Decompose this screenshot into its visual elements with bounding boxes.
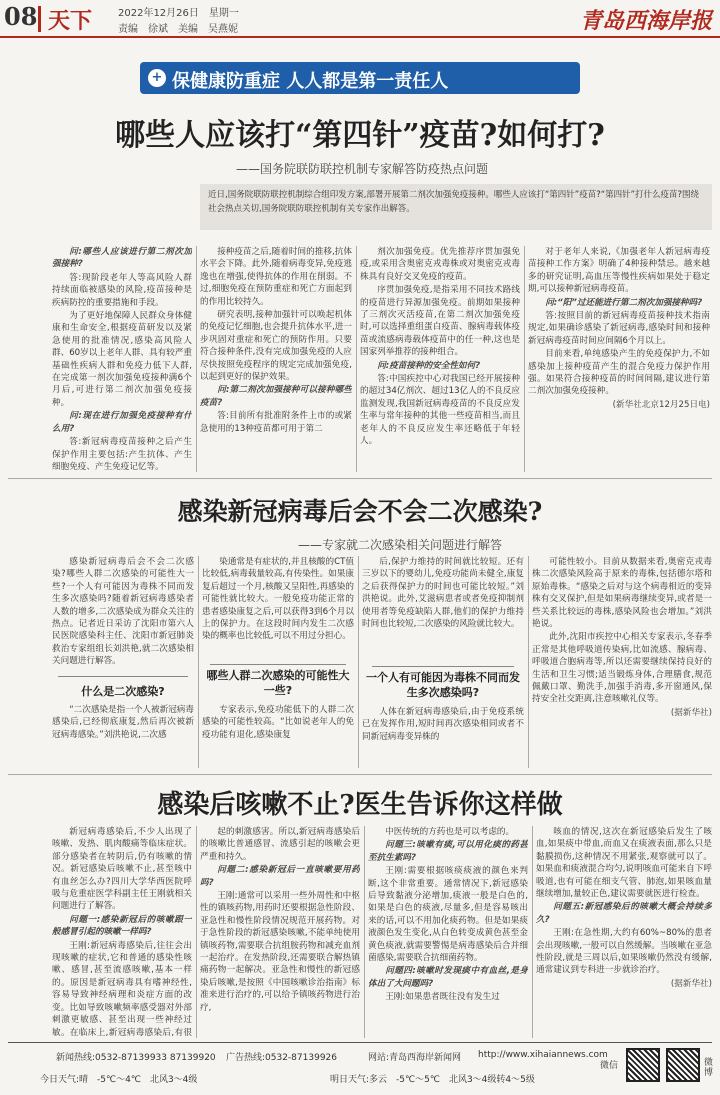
paragraph: 染通常是有症状的,并且核酸的CT值比较低,病毒载量较高,有传染性。如果康复后超过一个月,核酸又呈阳性,再感染的可能性就比较大。一般免疫功能正常的患者感染康复之后,可以获得3到6个月以上的保护力。在这段时间内发生二次感染的概率也比较低,可以不用过分担心。 <box>202 557 354 642</box>
article1-headline: 哪些人应该打“第四针”疫苗?如何打? <box>115 118 605 153</box>
question-line: 问题一:感染新冠后的咳嗽跟一般感冒引起的咳嗽一样吗? <box>52 914 192 938</box>
article1-intro: 近日,国务院联防联控机制综合组印发方案,部署开展第二剂次加强免疫接种。哪些人应该打“第四针”疫苗?“第四针”打什么疫苗?围绕社会热点关切,国务院联防联控机制有关专家作出解答。 <box>200 184 712 230</box>
question-line: 问题三:咳嗽有痰,可以用化痰的药甚至抗生素吗? <box>368 840 528 863</box>
column-divider <box>364 826 365 1038</box>
paragraph: 答:按照目前的新冠病毒疫苗接种技术指南规定,如果确诊感染了新冠病毒,感染时间和接种新冠病毒疫苗时间应间隔6个月以上。 <box>528 311 710 346</box>
article2-subhead-c: 一个人有可能因为毒株不同而发生多次感染吗? <box>366 671 520 699</box>
newspaper-logo: 青岛西海岸报 <box>579 8 712 34</box>
subhead-rule <box>210 664 346 665</box>
paragraph: 此外,沈阳市疾控中心相关专家表示,冬春季正常是其他呼吸道传染病,比如流感、腺病毒、呼吸道合胞病毒等,所以还需要继续保持良好的生活和卫生习惯;适当锻炼身体,合理膳食,规范佩戴口罩、勤洗手,加强手消毒,多开窗通风,保持安全社交距离,注意咳嗽礼仪等。 <box>532 632 712 705</box>
column-divider <box>356 246 357 472</box>
article2-subhead-a: 什么是二次感染? <box>81 685 165 698</box>
paragraph: “二次感染是指一个人被新冠病毒感染后,已经彻底康复,然后再次被新冠病毒感染。”刘洪艳说,二次感 <box>52 705 194 740</box>
question-line: 问:哪些人应该进行第二剂次加强接种? <box>52 247 192 270</box>
article2-column-3b <box>362 706 524 766</box>
question-line: 问题五:新冠感染后的咳嗽大概会持续多久? <box>536 902 712 925</box>
issue-date: 2022年12月26日 星期一 <box>118 8 239 19</box>
section-title: 天下 <box>48 9 93 34</box>
editors: 责编 徐斌 美编 吴燕妮 <box>118 24 238 35</box>
source-credit: (据新华社) <box>670 978 712 989</box>
paragraph: 咳血的情况,这次在新冠感染后发生了咳血,如果痰中带血,而血又在痰液表面,那么只是黏膜损伤,这种情况不用紧张,观察就可以了。如果血和痰液混合均匀,说明咳血可能来自下呼吸道,也有可能在细支气管、肺泡,如果咳血量继续增加,量较正色,建议需要就医进行检查。 <box>536 827 712 900</box>
article2-column-2 <box>202 556 354 654</box>
column-divider <box>524 246 525 472</box>
article1-column-1 <box>52 246 192 470</box>
column-divider <box>528 556 529 768</box>
paragraph: 王刚:需要根据咳痰痰液的颜色来判断,这个非常重要。通常情况下,新冠感染后导致黏液分泌增加,痰液一般是白色的,如果是白色的痰液,尽量多,但是容易咳出来的话,可以不用加化痰药物。但是如果痰液颜色发生变化,从白色转变成黄色甚至金黄色痰液,就需要警惕是病毒感染后合并细菌感染,需要联合抗细菌药物。 <box>368 866 528 964</box>
article2-column-1 <box>52 556 194 668</box>
paragraph: 答:中国疾控中心对我国已经开展接种的超过34亿剂次、超过13亿人的不良反应监测发现,我国新冠病毒疫苗的不良反应发生率与常年接种的其他一些疫苗相当,而且老年人的不良反应发生率还略低于年轻人。 <box>360 374 520 447</box>
paragraph: 人体在新冠病毒感染后,由于免疫系统已在发挥作用,短时间再次感染相同或者不同新冠病毒变异株的 <box>362 707 524 742</box>
question-line: 问题四:咳嗽时发现痰中有血丝,是身体出了大问题吗? <box>368 966 528 989</box>
question-line: 问:“阳”过还能进行第二剂次加强接种吗? <box>545 297 703 308</box>
ad-hotline: 广告热线:0532-87139926 <box>226 1053 337 1063</box>
article1-subtitle: ——国务院联防联控机制专家解答防疫热点问题 <box>236 162 489 176</box>
article3-column-4 <box>536 826 712 1038</box>
page-header <box>0 0 720 38</box>
question-line: 问:疫苗接种的安全性如何? <box>377 360 481 371</box>
paragraph: 为了更好地保障人民群众身体健康和生命安全,根据疫苗研发以及紧急使用的批准情况,感染高风险人群、60岁以上老年人群、具有较严重基础性疾病人群和免疫力低下人群,在完成第一剂次加强免疫接种满6个月后,可进行第二剂次加强免疫接种。 <box>52 311 192 408</box>
source-credit: (新华社北京12月25日电) <box>612 399 710 410</box>
paragraph: 新冠病毒感染后,不少人出现了咳嗽、发热、肌肉酸痛等临床症状。部分感染者在转阴后,仍有咳嗽的情况。新冠感染后咳嗽不止,甚至咳中有血丝怎么办?四川大学华西医院呼吸与危重症医学科副主任王刚就相关问题进行了解答。 <box>52 827 192 912</box>
website-name: 网站:青岛西海岸新闻网 <box>368 1053 462 1063</box>
article3-column-1 <box>52 826 192 1038</box>
section-divider <box>8 478 712 479</box>
paragraph: 目前来看,单纯感染产生的免疫保护力,不如感染加上接种疫苗产生的混合免疫力保护作用强。如果符合接种疫苗的时间间隔,建议进行第二剂次加强免疫接种。 <box>528 349 710 397</box>
article3-headline: 感染后咳嗽不止?医生告诉你这样做 <box>157 790 563 820</box>
footer-rule <box>8 1042 712 1043</box>
paragraph: 可能性较小。目前从数据来看,奥密克戎毒株二次感染风险高于原来的毒株,包括德尔塔和原始毒株。“感染之后对与这个病毒相近的变异株有交叉保护,但是如果病毒继续变异,或者是一些关系比较远的毒株,感染风险也会增加。”刘洪艳说。 <box>532 557 712 630</box>
question-line: 问题二:感染新冠后一直咳嗽要用药吗? <box>200 865 360 888</box>
website-url[interactable] <box>478 1050 608 1060</box>
page-number: 08 <box>4 2 38 31</box>
subhead-rule <box>58 676 188 677</box>
article2-column-4 <box>532 556 712 768</box>
section-divider <box>8 774 712 775</box>
today-weather: 今日天气:晴 -5℃～4℃ 北风3～4级 <box>40 1075 198 1085</box>
column-divider <box>196 826 197 1038</box>
column-divider <box>196 246 197 472</box>
banner-text: 保健康防重症 人人都是第一责任人 <box>172 71 449 92</box>
column-divider <box>198 556 199 768</box>
paragraph: 王刚:新冠病毒感染后,往往会出现咳嗽的症状,它和普通的感染性咳嗽、感冒,甚至流感咳嗽,基本一样的。原因是新冠病毒具有嗜神经性,容易导致神经病理和炎症方面的改变。比如导致咳嗽频率感受器对外部刺激更敏感、甚至出现一些神经过敏。在临床上,新冠病毒感染后,有很 <box>52 940 192 1038</box>
column-divider <box>358 556 359 768</box>
paragraph: 答:目前所有批准附条件上市的或紧急使用的13种疫苗都可用于第二 <box>200 411 352 434</box>
website-link[interactable]: http://www.xihaiannews.com <box>478 1050 608 1060</box>
paragraph: 王刚:如果患者既往没有发生过 <box>385 992 500 1003</box>
question-line: 问:第二剂次加强接种可以接种哪些疫苗? <box>200 385 352 408</box>
header-divider <box>38 6 41 32</box>
article2-column-1b <box>52 704 194 766</box>
article3-column-3 <box>368 826 528 1038</box>
article2-column-3 <box>362 556 524 666</box>
article1-column-4 <box>528 246 710 470</box>
paragraph: 后,保护力维持的时间就比较短。还有三岁以下的婴幼儿,免疫功能尚未健全,康复之后获得保护力的时间也可能比较短。”刘洪艳说。此外,艾滋病患者或者免疫抑制剂使用者等免疫缺陷人群,他们的保护力维持时间也比较短,二次感染的风险就比较大。 <box>362 557 524 630</box>
paragraph: 王刚:通常可以采用一些外周性和中枢性的镇咳药物,用药时还要根据急性阶段、亚急性和慢性阶段情况规范开展药物。对于急性阶段的新冠感染咳嗽,不能单纯使用镇咳药物,需要联合抗组胺药物和减充血剂一起治疗。在发热阶段,还需要联合解热镇痛药物一起解决。亚急性和慢性的新冠感染后咳嗽,是按照《中国咳嗽诊治指南》标准来进行治疗的,可以给予镇咳药物进行治疗, <box>200 891 360 1013</box>
paragraph: 专家表示,免疫功能低下的人群二次感染的可能性较高。“比如说老年人的免疫功能有退化,感染康复 <box>202 705 354 740</box>
tomorrow-weather: 明日天气:多云 -5℃～5℃ 北风3～4级转4～5级 <box>330 1075 535 1085</box>
paragraph: 序贯加强免疫,是指采用不同技术路线的疫苗进行异源加强免疫。前期如果接种了三剂次灭活疫苗,在第二剂次加强免疫时,可以选择重组蛋白疫苗、腺病毒载体疫苗或流感病毒载体疫苗中的任一种,这也是国家列举推荐的接种组合。 <box>360 285 520 358</box>
paragraph: 对于老年人来说,《加强老年人新冠病毒疫苗接种工作方案》明确了4种接种禁忌。越来越多的研究证明,高血压等慢性疾病如果处于稳定期,可以接种新冠病毒疫苗。 <box>528 247 710 295</box>
paragraph: 中医传统的方药也是可以考虑的。 <box>385 827 515 837</box>
article2-headline: 感染新冠病毒后会不会二次感染? <box>177 497 543 526</box>
shield-icon: + <box>148 69 166 87</box>
paragraph: 起的刺激感害。所以,新冠病毒感染后的咳嗽比普通感冒、流感引起的咳嗽会更严重和持久。 <box>200 827 360 862</box>
paragraph: 王刚:在急性期,大约有60%~80%的患者会出现咳嗽,一般可以自然缓解。当咳嗽在亚急性阶段,就是三周以后,如果咳嗽仍然没有缓解,通常建议到专科进一步就诊治疗。 <box>536 928 712 976</box>
article1-column-3 <box>360 246 520 470</box>
question-line: 问:现在进行加强免疫接种有什么用? <box>52 411 192 434</box>
article2-subhead-b: 哪些人群二次感染的可能性大一些? <box>206 669 350 697</box>
article2-column-2b <box>202 704 354 766</box>
column-divider <box>532 826 533 1038</box>
subhead-rule <box>372 666 514 667</box>
paragraph: 答:现阶段老年人等高风险人群持续面临被感染的风险,疫苗接种是疾病防控的重要措施和手段。 <box>52 272 192 308</box>
weibo-qr-icon[interactable] <box>666 1048 700 1082</box>
weibo-label: 微博 <box>704 1058 714 1078</box>
paragraph: 研究表明,接种加强针可以唤起机体的免疫记忆细胞,也会提升抗体水平,进一步巩固对重症和死亡的预防作用。只要符合接种条件,没有完成加强免疫的人应尽快按照免疫程序的规定完成加强免疫,以起到更好的保护效果。 <box>200 310 352 383</box>
news-hotline: 新闻热线:0532-87139933 87139920 <box>56 1053 216 1063</box>
article2-subtitle: ——专家就二次感染相关问题进行解答 <box>298 538 503 552</box>
article3-column-2 <box>200 826 360 1038</box>
wechat-label: 微信 <box>600 1061 619 1071</box>
paragraph: 接种疫苗之后,随着时间的推移,抗体水平会下降。此外,随着病毒变异,免疫逃逸也在增强,使得抗体的作用在削弱。不过,细胞免疫在预防重症和死亡方面起到的作用比较持久。 <box>200 247 352 307</box>
paragraph: 感染新冠病毒后会不会二次感染?哪些人群二次感染的可能性大一些?一个人有可能因为毒株不同而发生多次感染吗?随着新冠病毒感染者人数的增多,二次感染成为群众关注的热点。记者近日采访了沈阳市第六人民医院感染科主任、沈阳市新冠肺炎救治专家组组长刘洪艳,就二次感染相关问题进行解答。 <box>52 557 194 667</box>
wechat-qr-icon[interactable] <box>626 1048 660 1082</box>
topic-banner <box>140 62 580 94</box>
article1-column-2 <box>200 246 352 470</box>
source-credit: (据新华社) <box>670 707 712 718</box>
paragraph: 剂次加强免疫。优先推荐序贯加强免疫,或采用含奥密克戎毒株或对奥密克戎毒株具有良好交叉免疫的疫苗。 <box>360 247 520 282</box>
paragraph: 答:新冠病毒疫苗接种之后产生保护作用主要包括:产生抗体、产生细胞免疫、产生免疫记忆等。 <box>52 437 192 470</box>
